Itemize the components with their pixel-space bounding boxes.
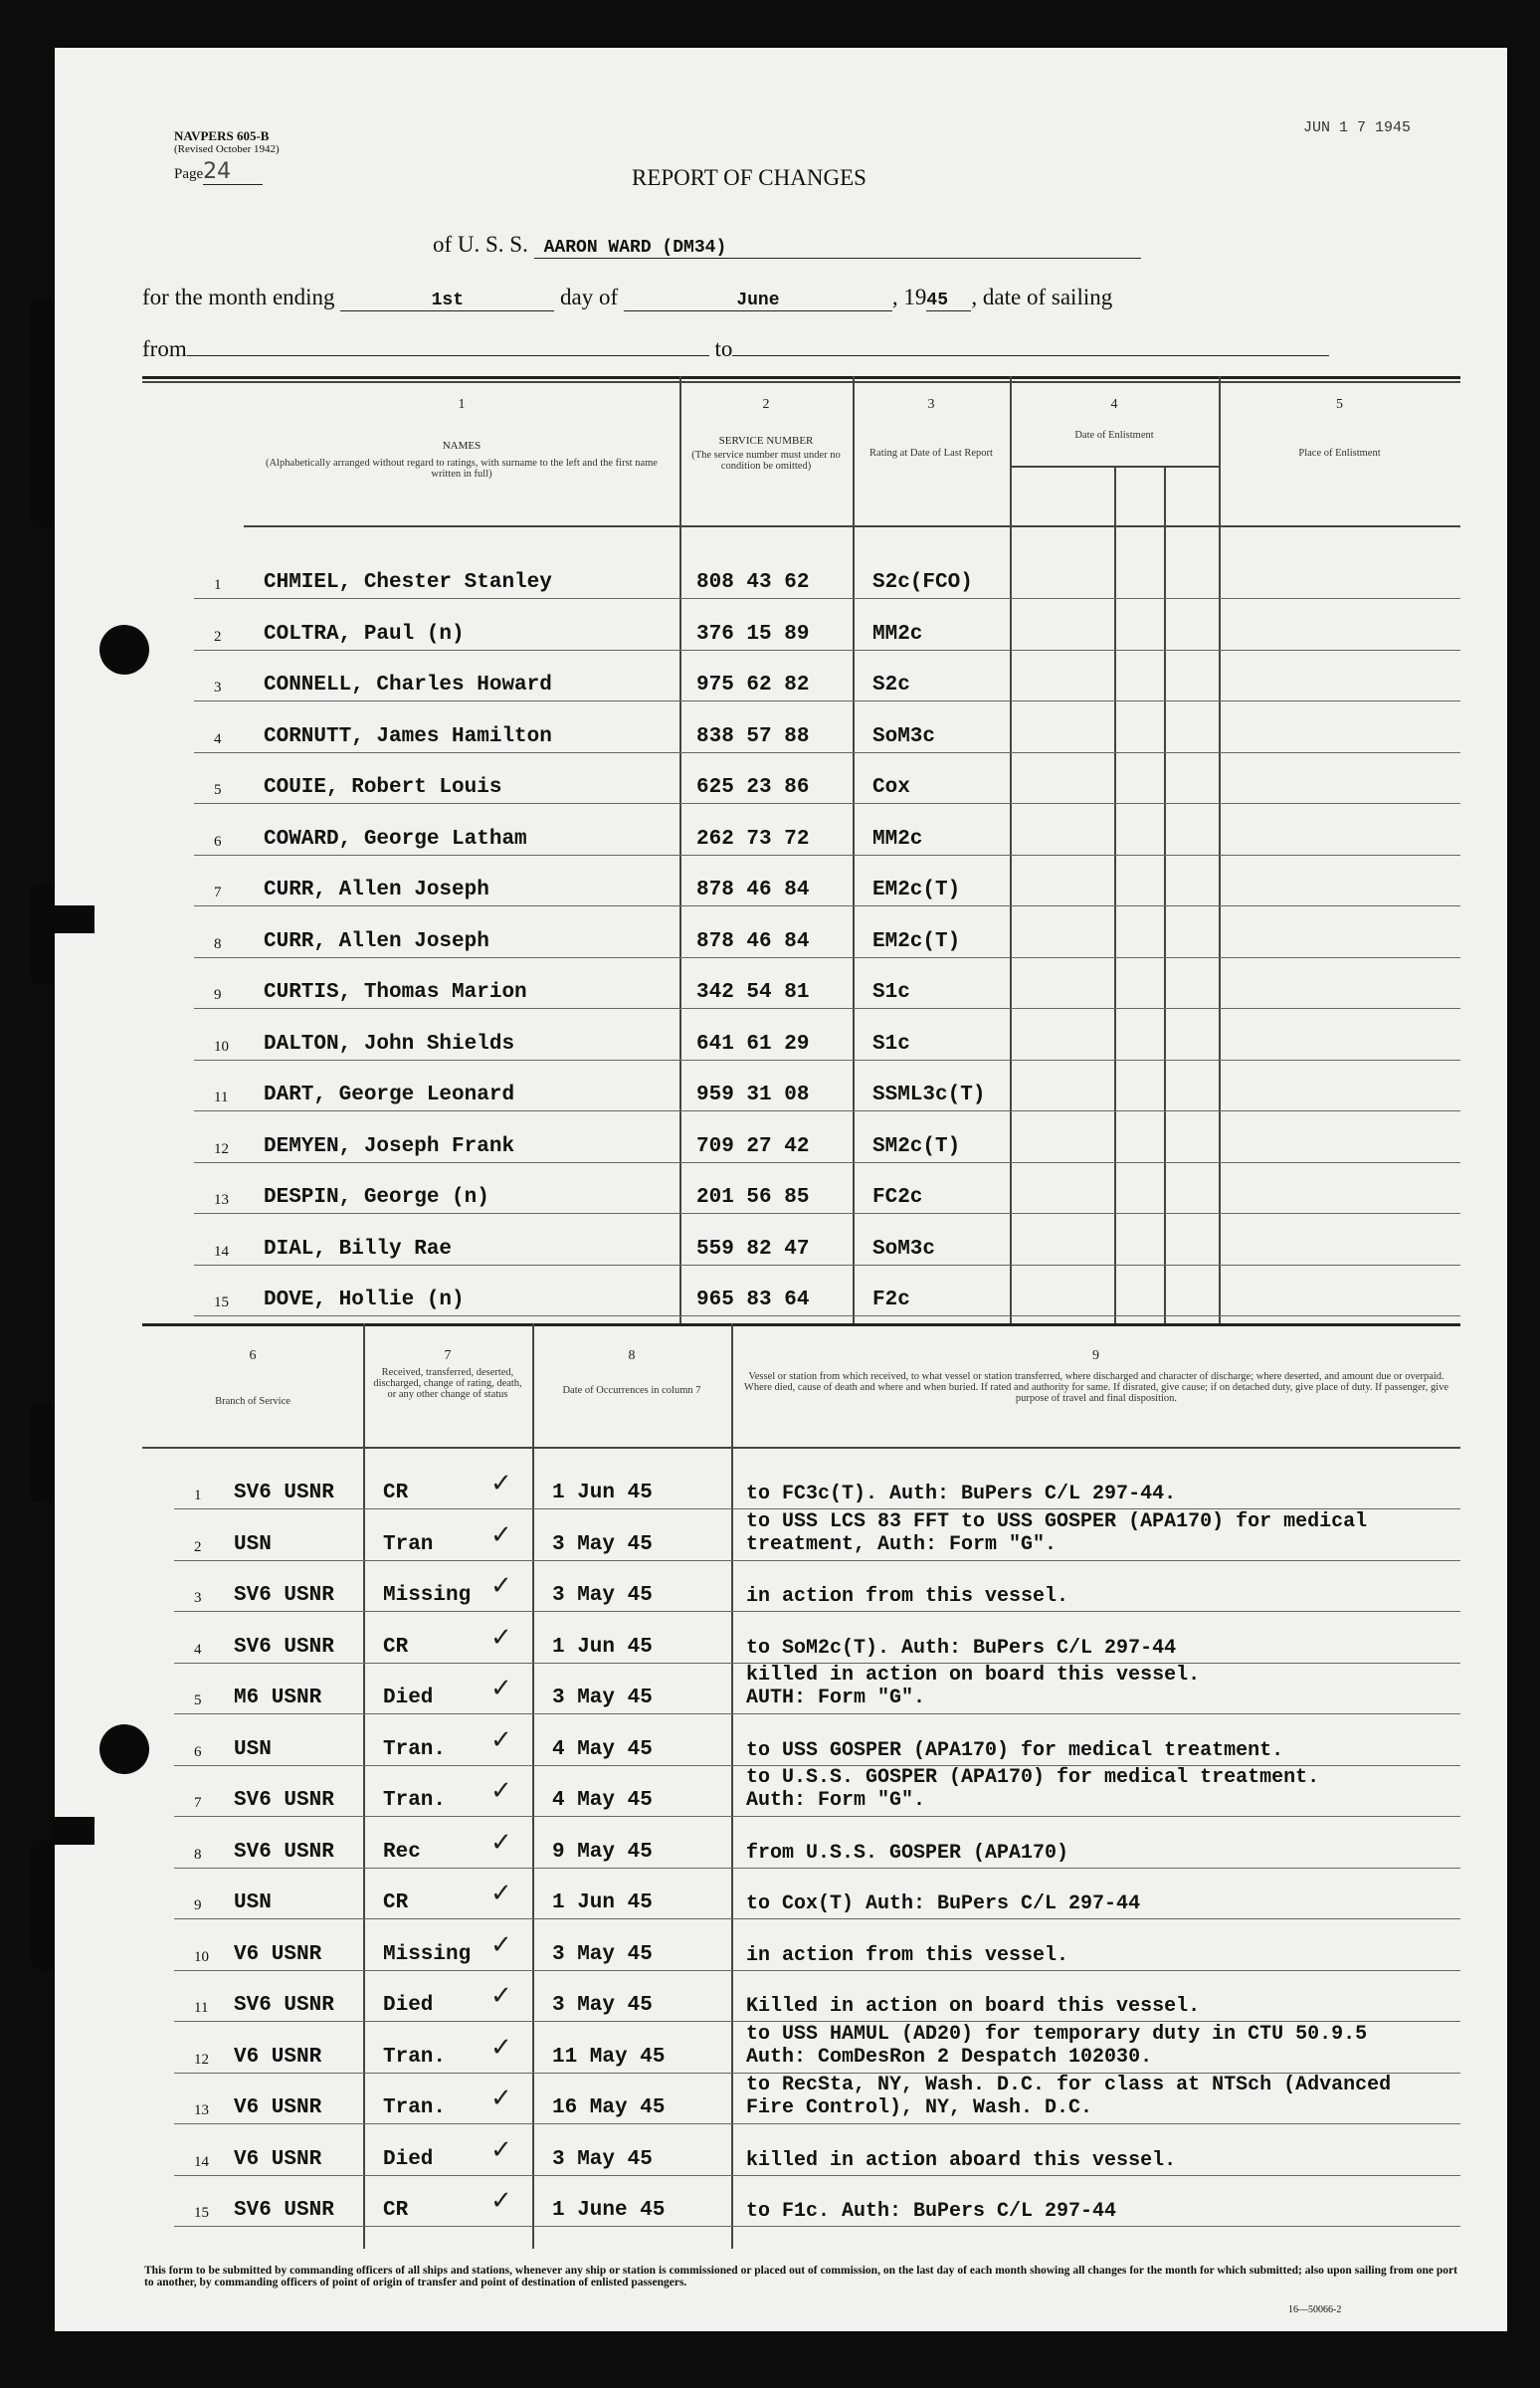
- page-label: Page24: [174, 159, 263, 185]
- col3-title: Rating at Date of Last Report: [869, 448, 993, 459]
- col4-title: Date of Enlistment: [1074, 430, 1154, 441]
- person-name: COUIE, Robert Louis: [264, 776, 502, 799]
- col2-title: SERVICE NUMBER: [718, 435, 814, 447]
- col5-number: 5: [1336, 397, 1343, 412]
- col1-note: (Alphabetically arranged without regard to ratings, with surname to the left and the first name written in full): [266, 458, 658, 480]
- report-sheet: [55, 48, 1507, 2331]
- branch-of-service: SV6 USNR: [234, 1635, 334, 1659]
- punch-hole-bottom: [99, 1724, 149, 1774]
- branch-of-service: V6 USNR: [234, 2096, 322, 2119]
- year-value: 45: [926, 291, 971, 311]
- occurrence-date: 1 June 45: [552, 2199, 666, 2222]
- rating: FC2c: [872, 1186, 923, 1209]
- remark-line-1: to USS HAMUL (AD20) for temporary duty in CTU 50.9.5: [746, 2022, 1368, 2046]
- change-type: CR: [383, 1891, 409, 1914]
- row-number: 5: [214, 782, 222, 798]
- checkmark-icon: ✓: [490, 1776, 512, 1806]
- rating: S1c: [872, 1032, 910, 1056]
- month-line: for the month ending 1st day of June , 1945 , date of sailing: [142, 285, 1113, 310]
- checkmark-icon: ✓: [490, 1469, 512, 1498]
- remark-line-1: in action from this vessel.: [746, 1585, 1069, 1608]
- service-number: 625 23 86: [696, 776, 810, 799]
- received-stamp: JUN 1 7 1945: [1303, 119, 1412, 136]
- change-type: Rec: [383, 1840, 421, 1864]
- col2-number: 2: [762, 397, 770, 412]
- checkmark-icon: ✓: [490, 2134, 512, 2165]
- rating: SoM3c: [872, 724, 936, 748]
- col6-number: 6: [249, 1348, 257, 1363]
- row-number: 10: [214, 1038, 229, 1055]
- rating: S2c: [872, 674, 910, 696]
- remark-line-1: to USS LCS 83 FFT to USS GOSPER (APA170) for medical: [746, 1509, 1368, 1533]
- person-name: COWARD, George Latham: [264, 827, 527, 851]
- checkmark-icon: ✓: [490, 1981, 512, 2011]
- branch-of-service: M6 USNR: [234, 1687, 322, 1709]
- change-type: Tran.: [383, 2096, 447, 2119]
- branch-of-service: V6 USNR: [234, 1942, 322, 1966]
- checkmark-icon: ✓: [490, 2084, 512, 2113]
- ship-line: of U. S. S. AARON WARD (DM34): [433, 232, 1141, 259]
- change-type: Died: [383, 1687, 434, 1709]
- checkmark-icon: ✓: [490, 1879, 512, 1908]
- service-number: 559 82 47: [696, 1237, 810, 1261]
- branch-of-service: USN: [234, 1737, 272, 1761]
- person-name: CHMIEL, Chester Stanley: [264, 571, 552, 594]
- row-number: 1: [214, 577, 222, 593]
- service-number: 342 54 81: [696, 981, 810, 1004]
- person-name: DART, George Leonard: [264, 1084, 515, 1106]
- col4-number: 4: [1110, 397, 1118, 412]
- change-type: CR: [383, 1635, 409, 1659]
- col8-number: 8: [628, 1348, 636, 1363]
- remark-line-1: to U.S.S. GOSPER (APA170) for medical treatment.: [746, 1766, 1320, 1789]
- col7-title: Received, transferred, deserted, discharged, change of rating, death, or any other change of status: [373, 1367, 522, 1400]
- branch-of-service: SV6 USNR: [234, 1584, 334, 1607]
- row-number: 14: [194, 2153, 209, 2170]
- row-number: 12: [194, 2051, 209, 2068]
- checkmark-icon: ✓: [490, 1929, 512, 1960]
- occurrence-date: 1 Jun 45: [552, 1891, 653, 1914]
- remark-line-1: in action from this vessel.: [746, 1943, 1069, 1967]
- rating: Cox: [872, 776, 910, 799]
- occurrence-date: 3 May 45: [552, 1942, 653, 1966]
- change-type: Tran.: [383, 2045, 447, 2069]
- branch-of-service: SV6 USNR: [234, 1482, 334, 1504]
- rating: S1c: [872, 981, 910, 1004]
- service-number: 965 83 64: [696, 1289, 810, 1311]
- col6-title: Branch of Service: [215, 1396, 290, 1407]
- change-type: Missing: [383, 1584, 472, 1607]
- occurrence-date: 9 May 45: [552, 1840, 653, 1864]
- rating: MM2c: [872, 622, 923, 646]
- checkmark-icon: ✓: [490, 1571, 512, 1601]
- remark-line-2: Auth: ComDesRon 2 Despatch 102030.: [746, 2045, 1153, 2069]
- rating: S2c(FCO): [872, 571, 973, 594]
- col2-note: (The service number must under no condition be omitted): [691, 450, 841, 472]
- person-name: DEMYEN, Joseph Frank: [264, 1134, 515, 1158]
- row-number: 8: [214, 935, 222, 952]
- occurrence-date: 4 May 45: [552, 1737, 653, 1761]
- service-number: 878 46 84: [696, 879, 810, 901]
- row-number: 11: [214, 1090, 229, 1105]
- branch-of-service: SV6 USNR: [234, 1994, 334, 2017]
- change-type: CR: [383, 2199, 409, 2222]
- person-name: COLTRA, Paul (n): [264, 622, 465, 646]
- row-number: 12: [214, 1140, 229, 1157]
- page-number: 24: [203, 159, 263, 185]
- occurrence-date: 3 May 45: [552, 2147, 653, 2171]
- row-number: 13: [194, 2102, 209, 2118]
- remark-line-1: to FC3c(T). Auth: BuPers C/L 297-44.: [746, 1483, 1177, 1505]
- remark-line-1: from U.S.S. GOSPER (APA170): [746, 1841, 1069, 1865]
- occurrence-date: 3 May 45: [552, 1584, 653, 1607]
- remark-line-2: Fire Control), NY, Wash. D.C.: [746, 2096, 1093, 2119]
- remark-line-1: killed in action aboard this vessel.: [746, 2148, 1177, 2172]
- branch-of-service: V6 USNR: [234, 2045, 322, 2069]
- row-number: 8: [194, 1846, 202, 1863]
- print-code: 16—50066-2: [1288, 2304, 1342, 2315]
- occurrence-date: 16 May 45: [552, 2096, 666, 2119]
- service-number: 808 43 62: [696, 571, 810, 594]
- person-name: CURTIS, Thomas Marion: [264, 981, 527, 1004]
- service-number: 959 31 08: [696, 1084, 810, 1106]
- occurrence-date: 3 May 45: [552, 1532, 653, 1556]
- checkmark-icon: ✓: [490, 2186, 512, 2216]
- service-number: 838 57 88: [696, 724, 810, 748]
- change-type: Tran.: [383, 1789, 447, 1812]
- person-name: DESPIN, George (n): [264, 1186, 489, 1209]
- person-name: CURR, Allen Joseph: [264, 929, 489, 953]
- rating: MM2c: [872, 827, 923, 851]
- occurrence-date: 3 May 45: [552, 1687, 653, 1709]
- row-number: 3: [214, 680, 222, 696]
- person-name: DALTON, John Shields: [264, 1032, 515, 1056]
- punch-hole-top: [99, 625, 149, 675]
- rating: EM2c(T): [872, 929, 961, 953]
- row-number: 6: [214, 833, 222, 850]
- service-number: 201 56 85: [696, 1186, 810, 1209]
- row-number: 9: [194, 1897, 202, 1913]
- occurrence-date: 1 Jun 45: [552, 1635, 653, 1659]
- row-number: 7: [194, 1795, 202, 1811]
- change-type: Died: [383, 1994, 434, 2017]
- footer-instructions: This form to be submitted by commanding officers of all ships and stations, whenever any ship or station is commissioned or placed out of commission, on the last day of each month showing all changes for the month for which submitted; also upon sailing from one port to another, by commanding officers of point of origin of transfer and point of destination of enlisted passengers.: [144, 2265, 1457, 2288]
- row-number: 14: [214, 1243, 229, 1260]
- change-type: Tran: [383, 1532, 434, 1556]
- checkmark-icon: ✓: [490, 1724, 512, 1755]
- col8-title: Date of Occurrences in column 7: [562, 1385, 701, 1396]
- row-number: 4: [214, 730, 222, 747]
- col9-title: Vessel or station from which received, to what vessel or station transferred, where discharged and character of discharge; where deserted, and amount due or overpaid. Where died, cause of death and where and when buried. If rated and authority for same. If disrated, give cause; if on detached duty, give place of duty. If passenger, give purpose of travel and final disposition.: [743, 1371, 1449, 1404]
- remark-line-1: to USS GOSPER (APA170) for medical treatment.: [746, 1738, 1284, 1762]
- remark-line-1: killed in action on board this vessel.: [746, 1664, 1201, 1687]
- clip-tab: [55, 905, 95, 933]
- branch-of-service: SV6 USNR: [234, 1840, 334, 1864]
- branch-of-service: SV6 USNR: [234, 2199, 334, 2222]
- occurrence-date: 4 May 45: [552, 1789, 653, 1812]
- row-number: 1: [194, 1488, 202, 1503]
- col1-number: 1: [458, 397, 466, 412]
- col3-number: 3: [927, 397, 935, 412]
- checkmark-icon: ✓: [490, 2032, 512, 2063]
- branch-of-service: USN: [234, 1891, 272, 1914]
- service-number: 975 62 82: [696, 674, 810, 696]
- row-number: 6: [194, 1743, 202, 1760]
- remark-line-1: to Cox(T) Auth: BuPers C/L 297-44: [746, 1892, 1141, 1915]
- branch-of-service: V6 USNR: [234, 2147, 322, 2171]
- from-to-line: from to: [142, 336, 1329, 362]
- remark-line-1: to F1c. Auth: BuPers C/L 297-44: [746, 2200, 1117, 2223]
- row-number: 13: [214, 1192, 229, 1208]
- remark-line-1: Killed in action on board this vessel.: [746, 1995, 1201, 2018]
- service-number: 376 15 89: [696, 622, 810, 646]
- checkmark-icon: ✓: [490, 1622, 512, 1653]
- row-number: 2: [194, 1538, 202, 1555]
- rating: SoM3c: [872, 1237, 936, 1261]
- branch-of-service: SV6 USNR: [234, 1789, 334, 1812]
- form-revision: (Revised October 1942): [174, 143, 280, 155]
- row-number: 10: [194, 1948, 209, 1965]
- clip-tab: [55, 1817, 95, 1845]
- remark-line-2: treatment, Auth: Form "G".: [746, 1532, 1058, 1556]
- person-name: DOVE, Hollie (n): [264, 1289, 465, 1311]
- occurrence-date: 11 May 45: [552, 2045, 666, 2069]
- branch-of-service: USN: [234, 1532, 272, 1556]
- change-type: Tran.: [383, 1737, 447, 1761]
- col1-title: NAMES: [442, 440, 481, 452]
- service-number: 641 61 29: [696, 1032, 810, 1056]
- occurrence-date: 3 May 45: [552, 1994, 653, 2017]
- checkmark-icon: ✓: [490, 1674, 512, 1703]
- remark-line-2: Auth: Form "G".: [746, 1789, 926, 1812]
- col7-number: 7: [444, 1348, 452, 1363]
- remark-line-2: AUTH: Form "G".: [746, 1687, 926, 1709]
- checkmark-icon: ✓: [490, 1519, 512, 1550]
- change-type: Died: [383, 2147, 434, 2171]
- col9-number: 9: [1092, 1348, 1099, 1363]
- report-title: REPORT OF CHANGES: [632, 165, 866, 190]
- day-value: 1st: [340, 291, 554, 311]
- row-number: 5: [194, 1692, 202, 1708]
- remark-line-1: to SoM2c(T). Auth: BuPers C/L 297-44: [746, 1636, 1177, 1660]
- person-name: DIAL, Billy Rae: [264, 1237, 453, 1261]
- row-number: 15: [214, 1294, 229, 1310]
- person-name: CURR, Allen Joseph: [264, 879, 489, 901]
- row-number: 3: [194, 1590, 202, 1606]
- person-name: CORNUTT, James Hamilton: [264, 724, 552, 748]
- remark-line-1: to RecSta, NY, Wash. D.C. for class at NTSch (Advanced: [746, 2074, 1392, 2096]
- checkmark-icon: ✓: [490, 1827, 512, 1858]
- row-number: 7: [214, 885, 222, 900]
- month-value: June: [624, 291, 892, 311]
- col5-title: Place of Enlistment: [1298, 448, 1381, 459]
- change-type: Missing: [383, 1942, 472, 1966]
- rating: SM2c(T): [872, 1134, 961, 1158]
- rating: F2c: [872, 1289, 910, 1311]
- occurrence-date: 1 Jun 45: [552, 1482, 653, 1504]
- row-number: 9: [214, 987, 222, 1003]
- service-number: 709 27 42: [696, 1134, 810, 1158]
- service-number: 262 73 72: [696, 827, 810, 851]
- service-number: 878 46 84: [696, 929, 810, 953]
- rating: SSML3c(T): [872, 1084, 986, 1106]
- person-name: CONNELL, Charles Howard: [264, 674, 552, 696]
- row-number: 11: [194, 2000, 209, 2016]
- change-type: CR: [383, 1482, 409, 1504]
- form-id: NAVPERS 605-B: [174, 128, 270, 143]
- row-number: 2: [214, 628, 222, 645]
- rating: EM2c(T): [872, 879, 961, 901]
- row-number: 15: [194, 2205, 209, 2221]
- ship-name: AARON WARD (DM34): [534, 238, 1141, 259]
- row-number: 4: [194, 1641, 202, 1658]
